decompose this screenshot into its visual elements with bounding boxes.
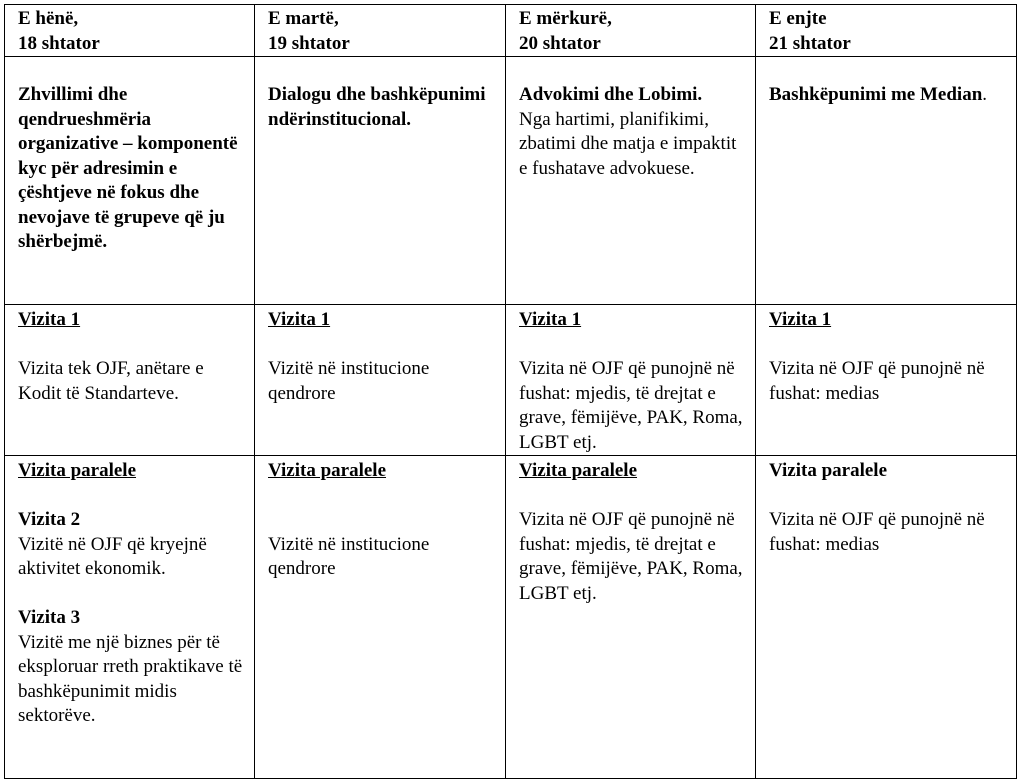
- day-date: 20 shtator: [519, 32, 601, 54]
- visit-description: Vizitë në institucione qendrore: [268, 358, 430, 404]
- day-name: E martë,: [268, 8, 339, 29]
- parallel-description: Vizita në OJF që punojnë në fushat: medias: [769, 509, 985, 555]
- parallel-description: Vizitë në institucione qendrore: [268, 533, 430, 579]
- parallel-heading: Vizita paralele: [18, 460, 137, 481]
- visit1-cell-tuesday: [255, 305, 506, 456]
- visit3-description: Vizitë me një biznes për të eksploruar rreth praktikave të bashkëpunimit midis sektorëve.: [18, 631, 243, 726]
- theme-title: Advokimi dhe Lobimi.: [519, 84, 703, 105]
- visit1-cell-thursday: [756, 305, 1017, 456]
- visit2-heading: Vizita 2: [18, 509, 81, 530]
- visit-description: Vizita në OJF që punojnë në fushat: mjedis, të drejtat e grave, fëmijëve, PAK, Roma, LGBT etj.: [519, 358, 743, 453]
- parallel-description: Vizita në OJF që punojnë në fushat: mjedis, të drejtat e grave, fëmijëve, PAK, Roma, LGBT etj.: [519, 509, 743, 604]
- day-date: 18 shtator: [18, 32, 100, 54]
- schedule-table: [4, 4, 1017, 779]
- day-name: E hënë,: [18, 8, 79, 29]
- parallel-cell-wednesday: [506, 456, 756, 779]
- theme-title: Zhvillimi dhe qendrueshmëria organizative – komponentë kyc për adresimin e çështjeve në fokus dhe nevojave të grupeve që ju shërbejmë.: [18, 84, 238, 252]
- visit2-description: Vizitë në OJF që kryejnë aktivitet ekonomik.: [18, 533, 207, 579]
- theme-cell-wednesday: [506, 57, 756, 305]
- day-name: E mërkurë,: [519, 8, 612, 29]
- day-header-wednesday: [506, 5, 756, 57]
- theme-cell-tuesday: [255, 57, 506, 305]
- parallel-heading: Vizita paralele: [769, 460, 888, 481]
- parallel-heading: Vizita paralele: [268, 460, 387, 481]
- parallel-cell-thursday: [756, 456, 1017, 779]
- visit1-cell-wednesday: [506, 305, 756, 456]
- header-row: [5, 5, 1017, 57]
- visit-description: Vizita në OJF që punojnë në fushat: medias: [769, 358, 985, 404]
- parallel-heading: Vizita paralele: [519, 460, 638, 481]
- day-header-thursday: [756, 5, 1017, 57]
- visit-heading: Vizita 1: [268, 309, 331, 330]
- theme-description: .: [982, 84, 988, 105]
- visit1-cell-monday: [5, 305, 255, 456]
- theme-title: Bashkëpunimi me Median: [769, 84, 983, 105]
- parallel-cell-tuesday: [255, 456, 506, 779]
- visit3-heading: Vizita 3: [18, 607, 81, 628]
- day-name: E enjte: [769, 8, 827, 29]
- theme-row: [5, 57, 1017, 305]
- visit1-row: [5, 305, 1017, 456]
- visit-heading: Vizita 1: [769, 309, 832, 330]
- theme-title: Dialogu dhe bashkëpunimi ndërinstitucional.: [268, 84, 486, 130]
- theme-cell-monday: [5, 57, 255, 305]
- visit-heading: Vizita 1: [18, 309, 81, 330]
- visit-heading: Vizita 1: [519, 309, 582, 330]
- visit-description: Vizita tek OJF, anëtare e Kodit të Standarteve.: [18, 358, 204, 404]
- day-date: 19 shtator: [268, 32, 350, 54]
- day-date: 21 shtator: [769, 32, 851, 54]
- theme-description: Nga hartimi, planifikimi, zbatimi dhe matja e impaktit e fushatave advokuese.: [519, 108, 737, 179]
- theme-cell-thursday: [756, 57, 1017, 305]
- day-header-tuesday: [255, 5, 506, 57]
- parallel-visits-row: [5, 456, 1017, 779]
- parallel-cell-monday: [5, 456, 255, 779]
- day-header-monday: [5, 5, 255, 57]
